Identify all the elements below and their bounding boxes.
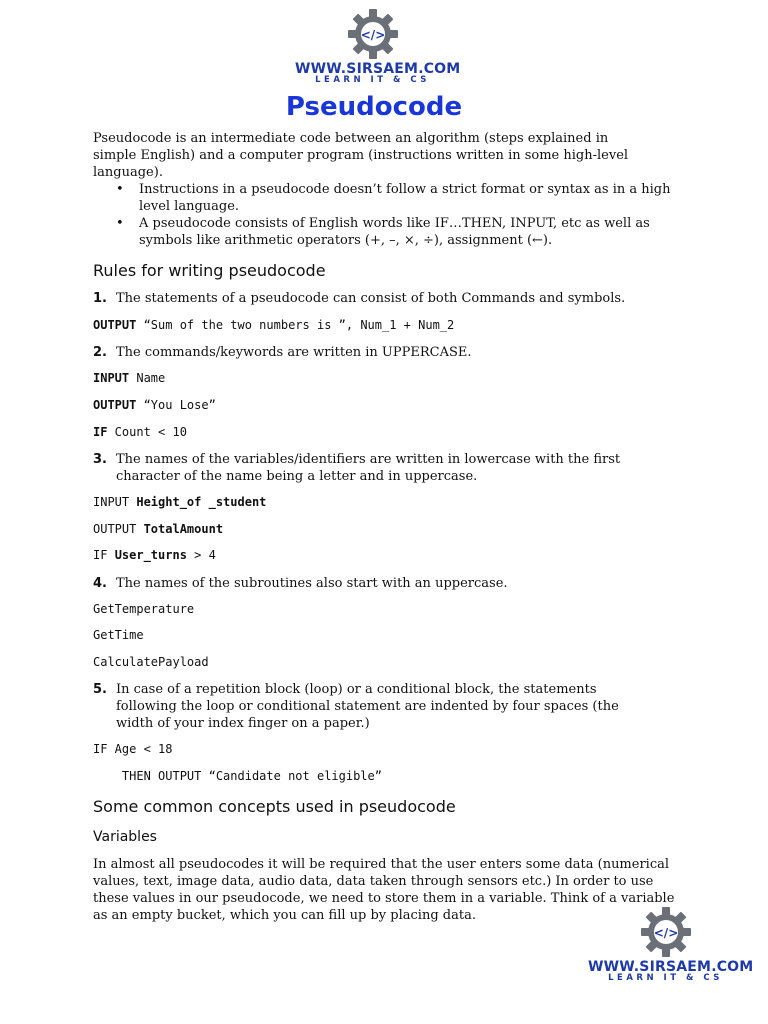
site-logo-footer[interactable] bbox=[588, 906, 754, 983]
code-line: INPUT Name bbox=[93, 371, 166, 385]
concepts-heading: Some common concepts used in pseudocode bbox=[93, 797, 456, 816]
rule-item bbox=[93, 681, 653, 732]
rule-item bbox=[93, 344, 653, 361]
bullet-dot-icon: • bbox=[116, 182, 124, 197]
page-title: Pseudocode bbox=[285, 92, 463, 122]
bullet-item: • Instructions in a pseudocode doesn’t follow a strict format or syntax as in a high level language. bbox=[116, 182, 671, 214]
rule-text: The statements of a pseudocode can consist of both Commands and symbols. bbox=[116, 291, 626, 306]
code-line: OUTPUT “Sum of the two numbers is ”, Num_1 + Num_2 bbox=[93, 318, 455, 332]
site-logo[interactable] bbox=[295, 8, 461, 85]
logo-tagline: LEARN IT & CS bbox=[608, 973, 723, 983]
code-line: INPUT Height_of _student bbox=[93, 495, 267, 509]
svg-text:</>: </> bbox=[360, 28, 385, 42]
rule-text: The commands/keywords are written in UPPERCASE. bbox=[116, 345, 472, 360]
code-line: IF Age < 18 bbox=[93, 742, 173, 756]
rule-number: 2. bbox=[93, 345, 107, 360]
rule-text: The names of the subroutines also start with an uppercase. bbox=[116, 576, 508, 591]
code-line: CalculatePayload bbox=[93, 655, 209, 669]
intro-paragraph: Pseudocode is an intermediate code between an algorithm (steps explained in simple English) and a computer program (instructions written in some high-level language). bbox=[93, 131, 629, 180]
gear-code-icon bbox=[640, 906, 692, 958]
variables-paragraph: In almost all pseudocodes it will be required that the user enters some data (numerical values, text, image data, audio data, data taken through sensors etc.) In order to use these values in our pseudocode, we need to store them in a variable. Think of a variable as an empty bucket, which you can fill up by placing data. bbox=[93, 857, 675, 923]
rules-heading: Rules for writing pseudocode bbox=[93, 261, 326, 280]
logo-site-text: WWW.SIRSAEM.COM bbox=[588, 959, 754, 975]
code-line: THEN OUTPUT “Candidate not eligible” bbox=[93, 769, 382, 783]
code-line: GetTemperature bbox=[93, 602, 195, 616]
rule-number: 5. bbox=[93, 682, 107, 697]
code-line: GetTime bbox=[93, 628, 144, 642]
gear-code-icon bbox=[347, 8, 399, 60]
rule-text: The names of the variables/identifiers are written in lowercase with the first character of the name being a letter and in uppercase. bbox=[116, 452, 621, 484]
code-line: OUTPUT TotalAmount bbox=[93, 522, 224, 536]
logo-site-text: WWW.SIRSAEM.COM bbox=[295, 61, 461, 77]
bullet-item: • A pseudocode consists of English words like IF…THEN, INPUT, etc as well as symbols like arithmetic operators (+, –, ×, ÷), assignment (←). bbox=[116, 216, 650, 248]
rule-number: 1. bbox=[93, 291, 107, 306]
rule-item bbox=[93, 575, 653, 592]
rule-number: 4. bbox=[93, 576, 107, 591]
bullet-list bbox=[93, 181, 683, 249]
variables-heading: Variables bbox=[93, 829, 157, 845]
code-line: IF Count < 10 bbox=[93, 425, 187, 439]
bullet-dot-icon: • bbox=[116, 216, 124, 231]
code-line: OUTPUT “You Lose” bbox=[93, 398, 216, 412]
rule-text: In case of a repetition block (loop) or a conditional block, the statements following the loop or conditional statement are indented by four spaces (the width of your index finger on a paper.) bbox=[116, 682, 619, 731]
rule-number: 3. bbox=[93, 452, 107, 467]
rule-item bbox=[93, 290, 653, 307]
rule-item bbox=[93, 451, 653, 485]
svg-text:</>: </> bbox=[653, 926, 678, 940]
code-line: IF User_turns > 4 bbox=[93, 548, 216, 562]
logo-tagline: LEARN IT & CS bbox=[315, 75, 430, 85]
